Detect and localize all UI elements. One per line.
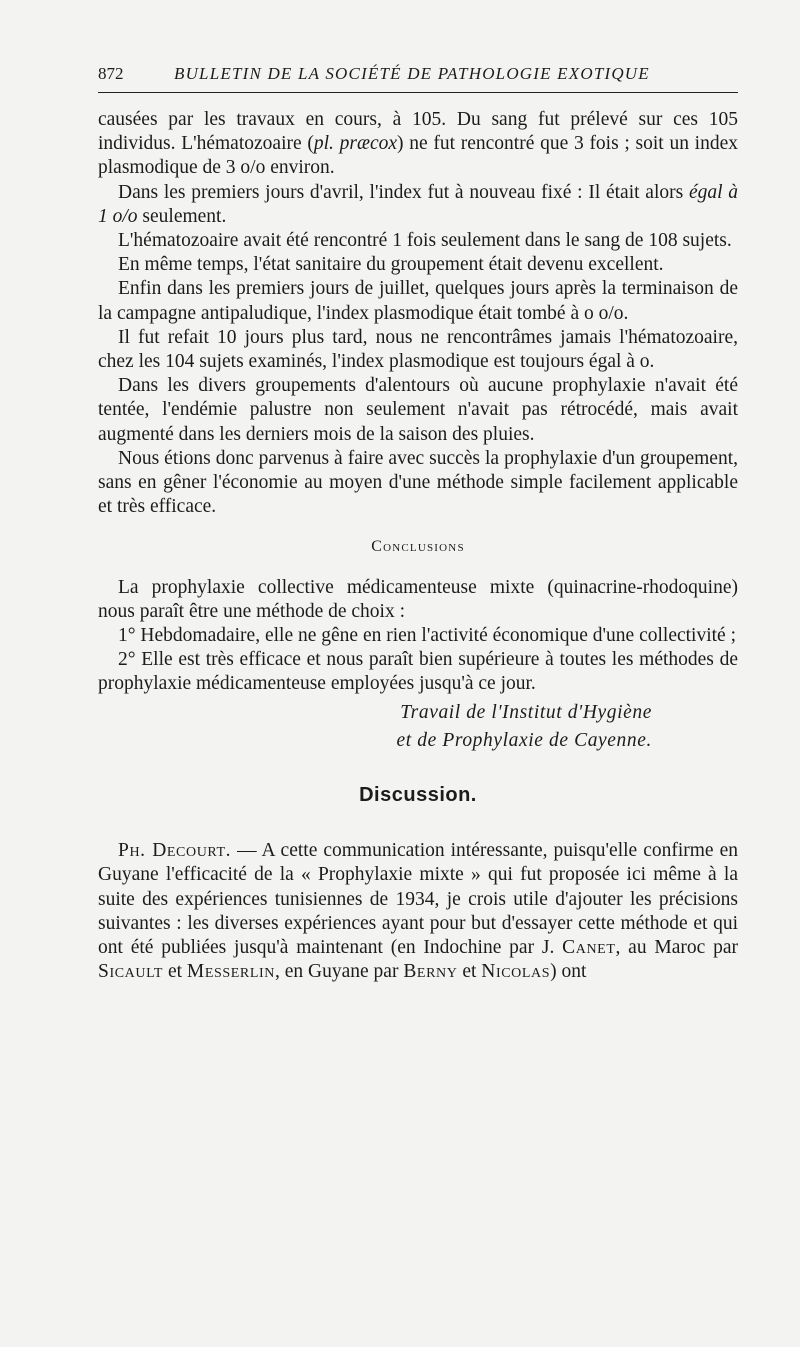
speaker-name: Ph. Decourt. [118,840,232,862]
conclusion-paragraph: La prophylaxie collective médicamenteuse mixte (quinacrine-rhodoquine) nous paraît être une méthode de choix : [98,576,738,622]
paragraph: Il fut refait 10 jours plus tard, nous ne rencontrâmes jamais l'hématozoaire, chez les 104 sujets examinés, l'index plasmodique est toujours égal à o. [98,326,738,373]
page-number: 872 [98,64,124,83]
paragraph: Enfin dans les premiers jours de juillet, quelques jours après la terminaison de la campagne antipaludique, l'index plasmodique était tombé à o o/o. [98,278,738,324]
conclusion-point-1: 1° Hebdomadaire, elle ne gêne en rien l'activité économique d'une collectivité ; [118,625,736,647]
paragraph: En même temps, l'état sanitaire du groupement était devenu excellent. [118,254,664,276]
article-body [98,108,738,985]
author-name: Berny [403,961,458,983]
author-name: Messerlin [186,961,275,983]
paragraph: Nous étions donc parvenus à faire avec succès la prophylaxie d'un groupement, sans en gêner l'économie au moyen d'une méthode simple facilement applicable et très efficace. [98,447,738,518]
author-name: Canet [562,937,616,959]
author-name: Nicolas [481,961,551,983]
discussion-paragraph: Ph. Decourt. — A cette communication intéressante, puisqu'elle confirme en Guyane l'efficacité de la « Prophylaxie mixte » qui fut proposée ici même à la suite des expériences tunisiennes de 1934, je crois utile d'ajouter les précisions suivantes : les diverses expériences ayant pour but d'essayer cette méthode et qui ont été publiées jusqu'à maintenant (en Indochine par J. Canet, au Maroc par Sicault et Messerlin, en Guyane par Berny et Nicolas) ont [98,840,738,983]
running-header [98,62,738,93]
signature-line-2: et de Prophylaxie de Cayenne. [396,729,652,751]
journal-title: BULLETIN DE LA SOCIÉTÉ DE PATHOLOGIE EXOTIQUE [174,64,650,83]
conclusions-heading: Conclusions [371,538,465,556]
author-name: Sicault [98,961,164,983]
paragraph: L'hématozoaire avait été rencontré 1 fois seulement dans le sang de 108 sujets. [118,230,732,252]
conclusion-point-2: 2° Elle est très efficace et nous paraît bien supérieure à toutes les méthodes de prophylaxie médicamenteuse employées jusqu'à ce jour. [98,649,738,695]
signature-line-1: Travail de l'Institut d'Hygiène [400,701,652,723]
discussion-heading: Discussion. [359,784,477,807]
paragraph: Dans les divers groupements d'alentours où aucune prophylaxie n'avait été tentée, l'endémie palustre non seulement n'avait pas rétrocédé, mais avait augmenté dans les derniers mois de la saison des pluies. [98,375,738,445]
paragraph: causées par les travaux en cours, à 105. Du sang fut prélevé sur ces 105 individus. L'hématozoaire (pl. præcox) ne fut rencontré que 3 fois ; soit un index plasmodique de 3 o/o environ. [98,109,738,179]
paragraph: Dans les premiers jours d'avril, l'index fut à nouveau fixé : Il était alors égal à 1 o/o seulement. [98,181,738,227]
